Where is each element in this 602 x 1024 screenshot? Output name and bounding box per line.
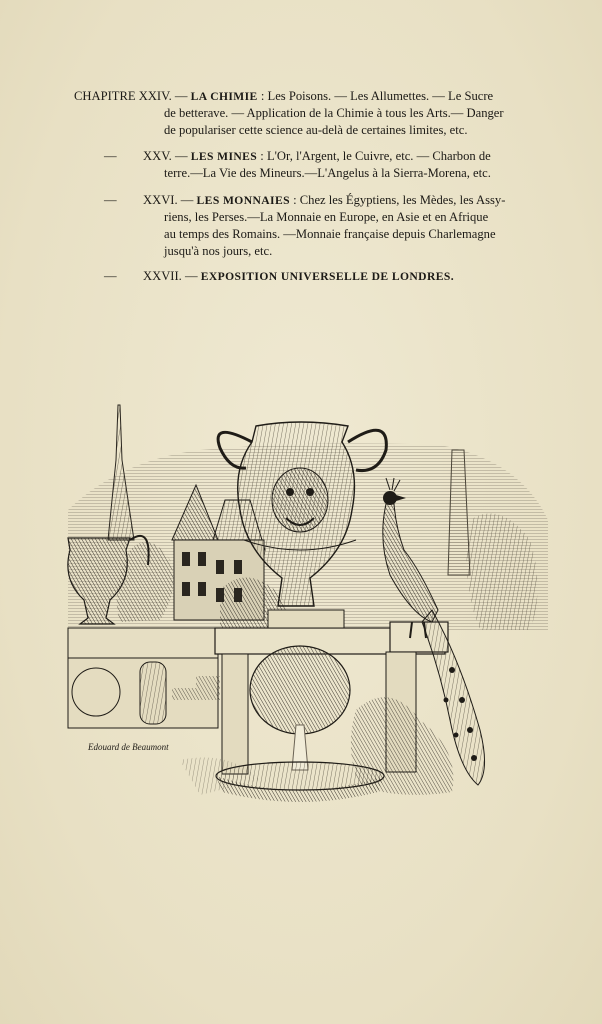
separator-dash: — (184, 269, 198, 283)
chapter-number: XXVI. (143, 193, 178, 207)
chapter-title: LES MINES (190, 150, 258, 163)
chapter-summary-line: de populariser cette science au-delà de certaines limites, etc. (164, 123, 468, 138)
separator-dash: — (174, 149, 188, 163)
ivy-foliage (351, 697, 453, 795)
separator-dash: — (174, 89, 188, 103)
chapter-summary-line: au temps des Romains. —Monnaie française depuis Charlemagne (164, 227, 496, 241)
engraving-illustration (60, 400, 552, 810)
separator-dash: — (180, 193, 194, 207)
chapter-label: CHAPITRE XXIV. (74, 89, 172, 103)
chapter-number: XXVII. (143, 269, 182, 283)
artist-signature: Edouard de Beaumont (88, 742, 169, 752)
chapter-title: LA CHIMIE (190, 90, 258, 103)
ditto-dash: — (104, 149, 117, 163)
chapter-summary-line: terre.—La Vie des Mineurs.—L'Angelus à la Sierra-Morena, etc. (164, 166, 491, 180)
chapter-summary-line: : Les Poisons. — Les Allumettes. — Le Sucre (260, 89, 494, 103)
chapter-summary-line: de betterave. — Application de la Chimie à tous les Arts.— Danger (164, 106, 504, 120)
ditto-dash: — (104, 193, 117, 207)
chapter-number: XXV. (143, 149, 172, 163)
chapter-title: EXPOSITION UNIVERSELLE DE LONDRES. (200, 270, 454, 283)
chapter-summary-line: riens, les Perses.—La Monnaie en Europe, en Asie et en Afrique (164, 210, 489, 224)
chapter-summary-line: : L'Or, l'Argent, le Cuivre, etc. — Charbon de (260, 149, 491, 163)
chapter-summary-line: : Chez les Égyptiens, les Mèdes, les Assy- (293, 193, 506, 207)
chapter-title: LES MONNAIES (196, 194, 290, 207)
ditto-dash: — (104, 269, 117, 283)
chapter-summary-line: jusqu'à nos jours, etc. (164, 244, 273, 258)
